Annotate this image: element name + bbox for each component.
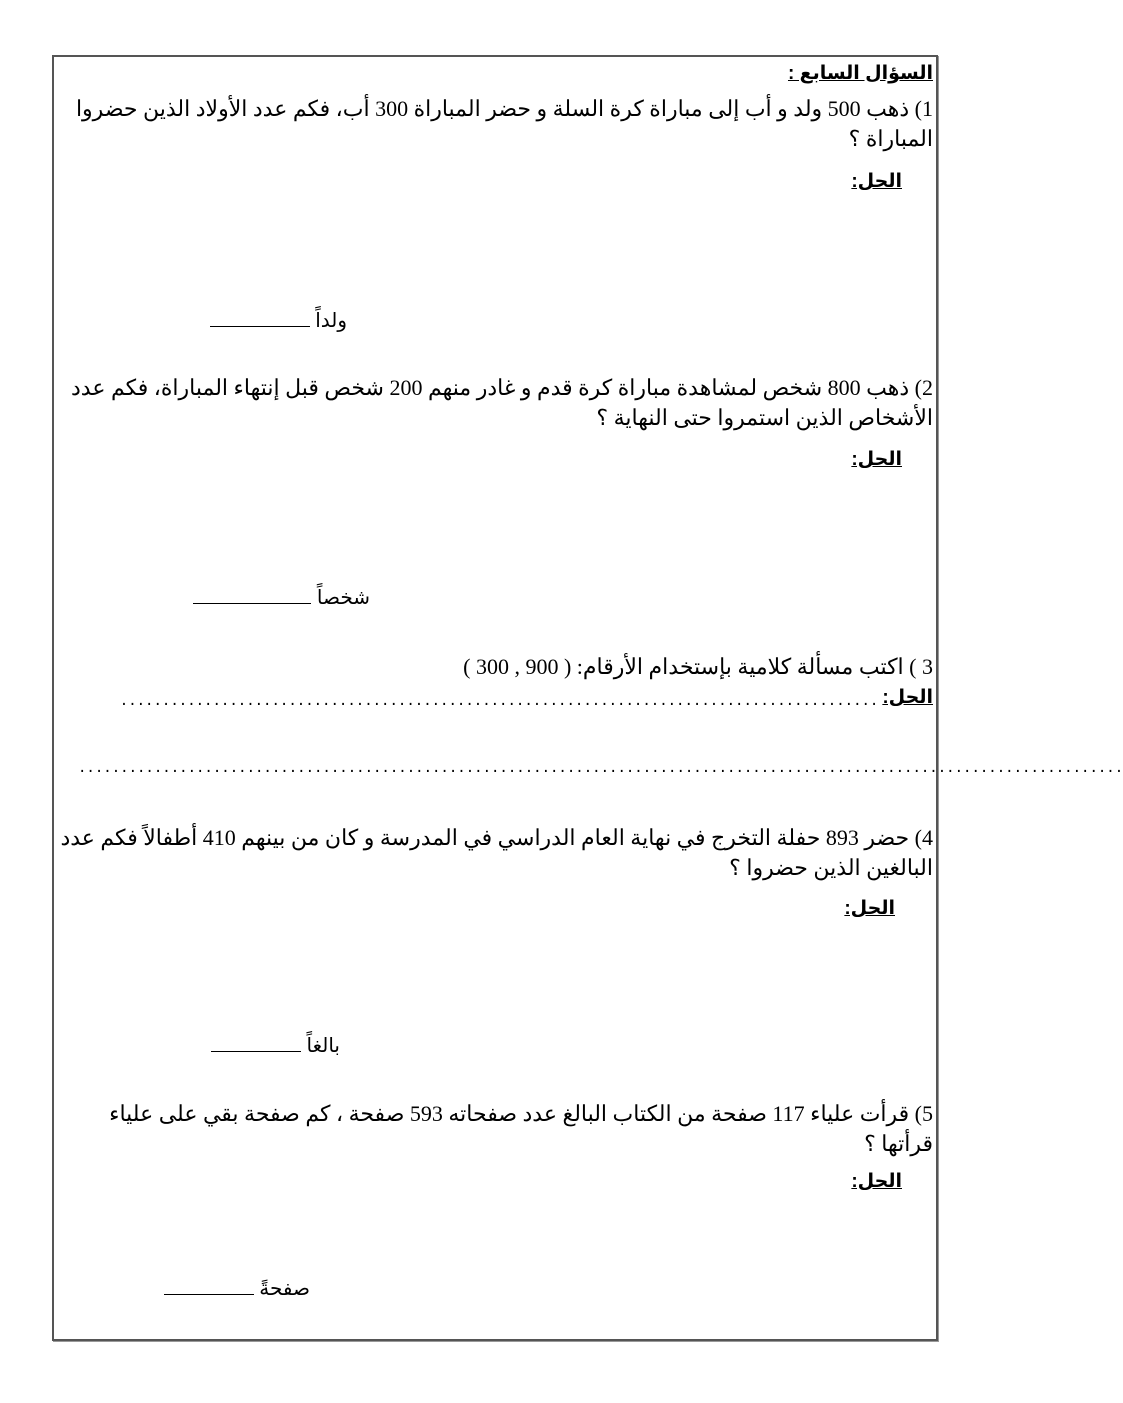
question-4-answer-blank[interactable] xyxy=(211,1033,301,1052)
question-1-text: 1) ذهب 500 ولد و أب إلى مباراة كرة السلة و حضر المباراة 300 أب، فكم عدد الأولاد الذين حضروا المباراة ؟ xyxy=(75,96,933,151)
question-5-answer xyxy=(164,1276,310,1301)
question-1-answer xyxy=(210,308,347,333)
question-5-answer-blank[interactable] xyxy=(164,1276,254,1295)
question-2-answer xyxy=(193,585,370,610)
question-3-text: 3 ) اكتب مسألة كلامية بإستخدام الأرقام: ( 900 , 300 ) xyxy=(463,654,933,679)
question-4-unit: بالغاً xyxy=(306,1035,340,1057)
question-2-solution-label: الحل: xyxy=(851,449,902,470)
question-4-answer xyxy=(211,1033,340,1058)
section-title: السؤال السابع : xyxy=(787,63,933,84)
question-5-solution-label: الحل: xyxy=(851,1171,902,1192)
question-1-solution-label: الحل: xyxy=(851,171,902,192)
question-2-text: 2) ذهب 800 شخص لمشاهدة مباراة كرة قدم و غادر منهم 200 شخص قبل إنتهاء المباراة، فكم عدد الأشخاص الذين استمروا حتى النهاية ؟ xyxy=(71,375,933,430)
question-3-answer-dots-1[interactable]: .......................................................................................... xyxy=(119,693,879,709)
question-3-answer-dots-2[interactable]: ............................................................................................................................ xyxy=(78,760,1123,776)
question-4-text: 4) حضر 893 حفلة التخرج في نهاية العام الدراسي في المدرسة و كان من بينهم 410 أطفالاً فكم عدد البالغين الذين حضروا ؟ xyxy=(60,825,933,880)
question-5-text: 5) قرأت علياء 117 صفحة من الكتاب البالغ عدد صفحاته 593 صفحة ، كم صفحة بقي على علياء قرأتها ؟ xyxy=(109,1101,933,1156)
question-2-answer-blank[interactable] xyxy=(193,585,311,604)
question-1-answer-blank[interactable] xyxy=(210,308,310,327)
question-2-unit: شخصاً xyxy=(316,587,370,609)
question-4-solution-label: الحل: xyxy=(844,898,895,919)
question-1-unit: ولداً xyxy=(315,310,347,332)
question-3-solution-label: الحل: xyxy=(882,687,933,708)
question-5-unit: صفحةً xyxy=(259,1278,310,1300)
question-3-solution-row xyxy=(78,686,933,709)
